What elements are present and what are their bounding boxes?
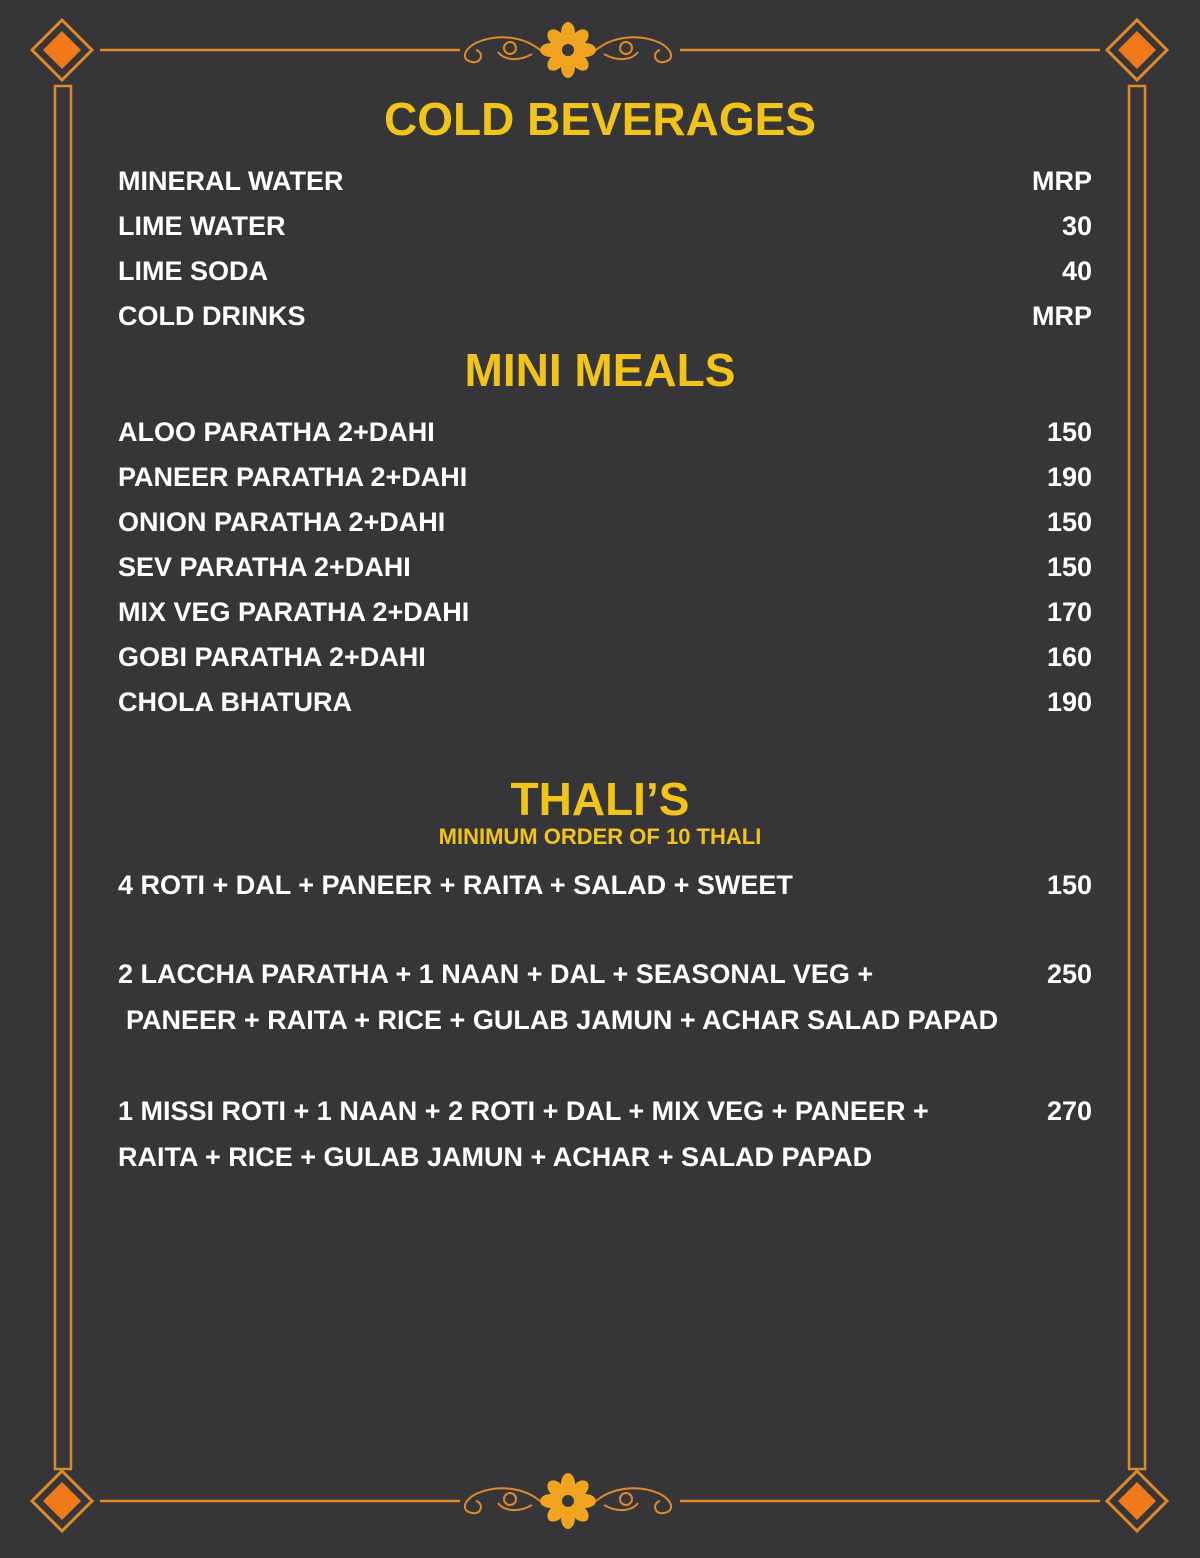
thali-description-line: RAITA + RICE + GULAB JAMUN + ACHAR + SALAD PAPAD	[118, 1142, 873, 1172]
menu-item-price: 150	[1046, 417, 1092, 447]
menu-item-name: CHOLA BHATURA	[118, 687, 352, 717]
menu-item-name: LIME WATER	[118, 211, 286, 241]
menu-item-price: 160	[1046, 642, 1092, 672]
menu-item	[118, 161, 1092, 201]
menu-item	[118, 251, 1092, 291]
menu-item-price: 150	[1046, 507, 1092, 537]
diamond-ornament-icon	[32, 1471, 92, 1531]
menu-item-price: 190	[1046, 687, 1092, 717]
menu-item	[118, 296, 1092, 336]
menu-item-name: ALOO PARATHA 2+DAHI	[118, 417, 435, 447]
menu-item-price: 30	[1061, 211, 1092, 241]
menu-item-name: GOBI PARATHA 2+DAHI	[118, 642, 426, 672]
diamond-ornament-icon	[1107, 20, 1167, 80]
thali-description-line: 1 MISSI ROTI + 1 NAAN + 2 ROTI + DAL + MIX VEG + PANEER +	[118, 1096, 929, 1126]
menu-item	[118, 547, 1092, 587]
thali-price: 270	[1046, 1096, 1092, 1126]
thali-price: 150	[1046, 870, 1092, 900]
diamond-ornament-icon	[32, 20, 92, 80]
menu-item	[118, 682, 1092, 722]
section-subtitle-thalis: MINIMUM ORDER OF 10 THALI	[438, 824, 762, 849]
menu-item	[118, 457, 1092, 497]
thali-description	[118, 862, 793, 908]
menu-item-name: SEV PARATHA 2+DAHI	[118, 552, 411, 582]
thali-description-line: 2 LACCHA PARATHA + 1 NAAN + DAL + SEASONAL VEG +	[118, 959, 874, 989]
menu-item-name: LIME SODA	[118, 256, 269, 286]
menu-item	[118, 592, 1092, 632]
menu-item-price: 40	[1061, 256, 1092, 286]
thali-description-line: PANEER + RAITA + RICE + GULAB JAMUN + ACHAR SALAD PAPAD	[126, 1005, 999, 1035]
section-title-cold-beverages: COLD BEVERAGES	[384, 93, 816, 145]
section-title-mini-meals: MINI MEALS	[464, 344, 736, 396]
thali-description	[118, 1088, 929, 1180]
menu-item-price: MRP	[1032, 301, 1092, 331]
flower-ornament-icon	[465, 22, 671, 78]
menu-item-name: COLD DRINKS	[118, 301, 306, 331]
diamond-ornament-icon	[1107, 1471, 1167, 1531]
menu-item-name: ONION PARATHA 2+DAHI	[118, 507, 446, 537]
menu-item-name: MINERAL WATER	[118, 166, 344, 196]
menu-item-price: 150	[1046, 552, 1092, 582]
thali-description	[118, 951, 998, 1043]
menu-item-price: 170	[1046, 597, 1092, 627]
flower-ornament-icon	[465, 1473, 671, 1529]
menu-item-name: PANEER PARATHA 2+DAHI	[118, 462, 468, 492]
menu-item-price: 190	[1046, 462, 1092, 492]
menu-item-price: MRP	[1032, 166, 1092, 196]
thali-price: 250	[1046, 959, 1092, 989]
thali-description-line: 4 ROTI + DAL + PANEER + RAITA + SALAD + SWEET	[118, 870, 793, 900]
menu-item	[118, 412, 1092, 452]
menu-item-name: MIX VEG PARATHA 2+DAHI	[118, 597, 470, 627]
menu-item	[118, 637, 1092, 677]
section-title-thalis: THALI’S	[510, 773, 690, 825]
menu-item	[118, 502, 1092, 542]
menu-item	[118, 206, 1092, 246]
